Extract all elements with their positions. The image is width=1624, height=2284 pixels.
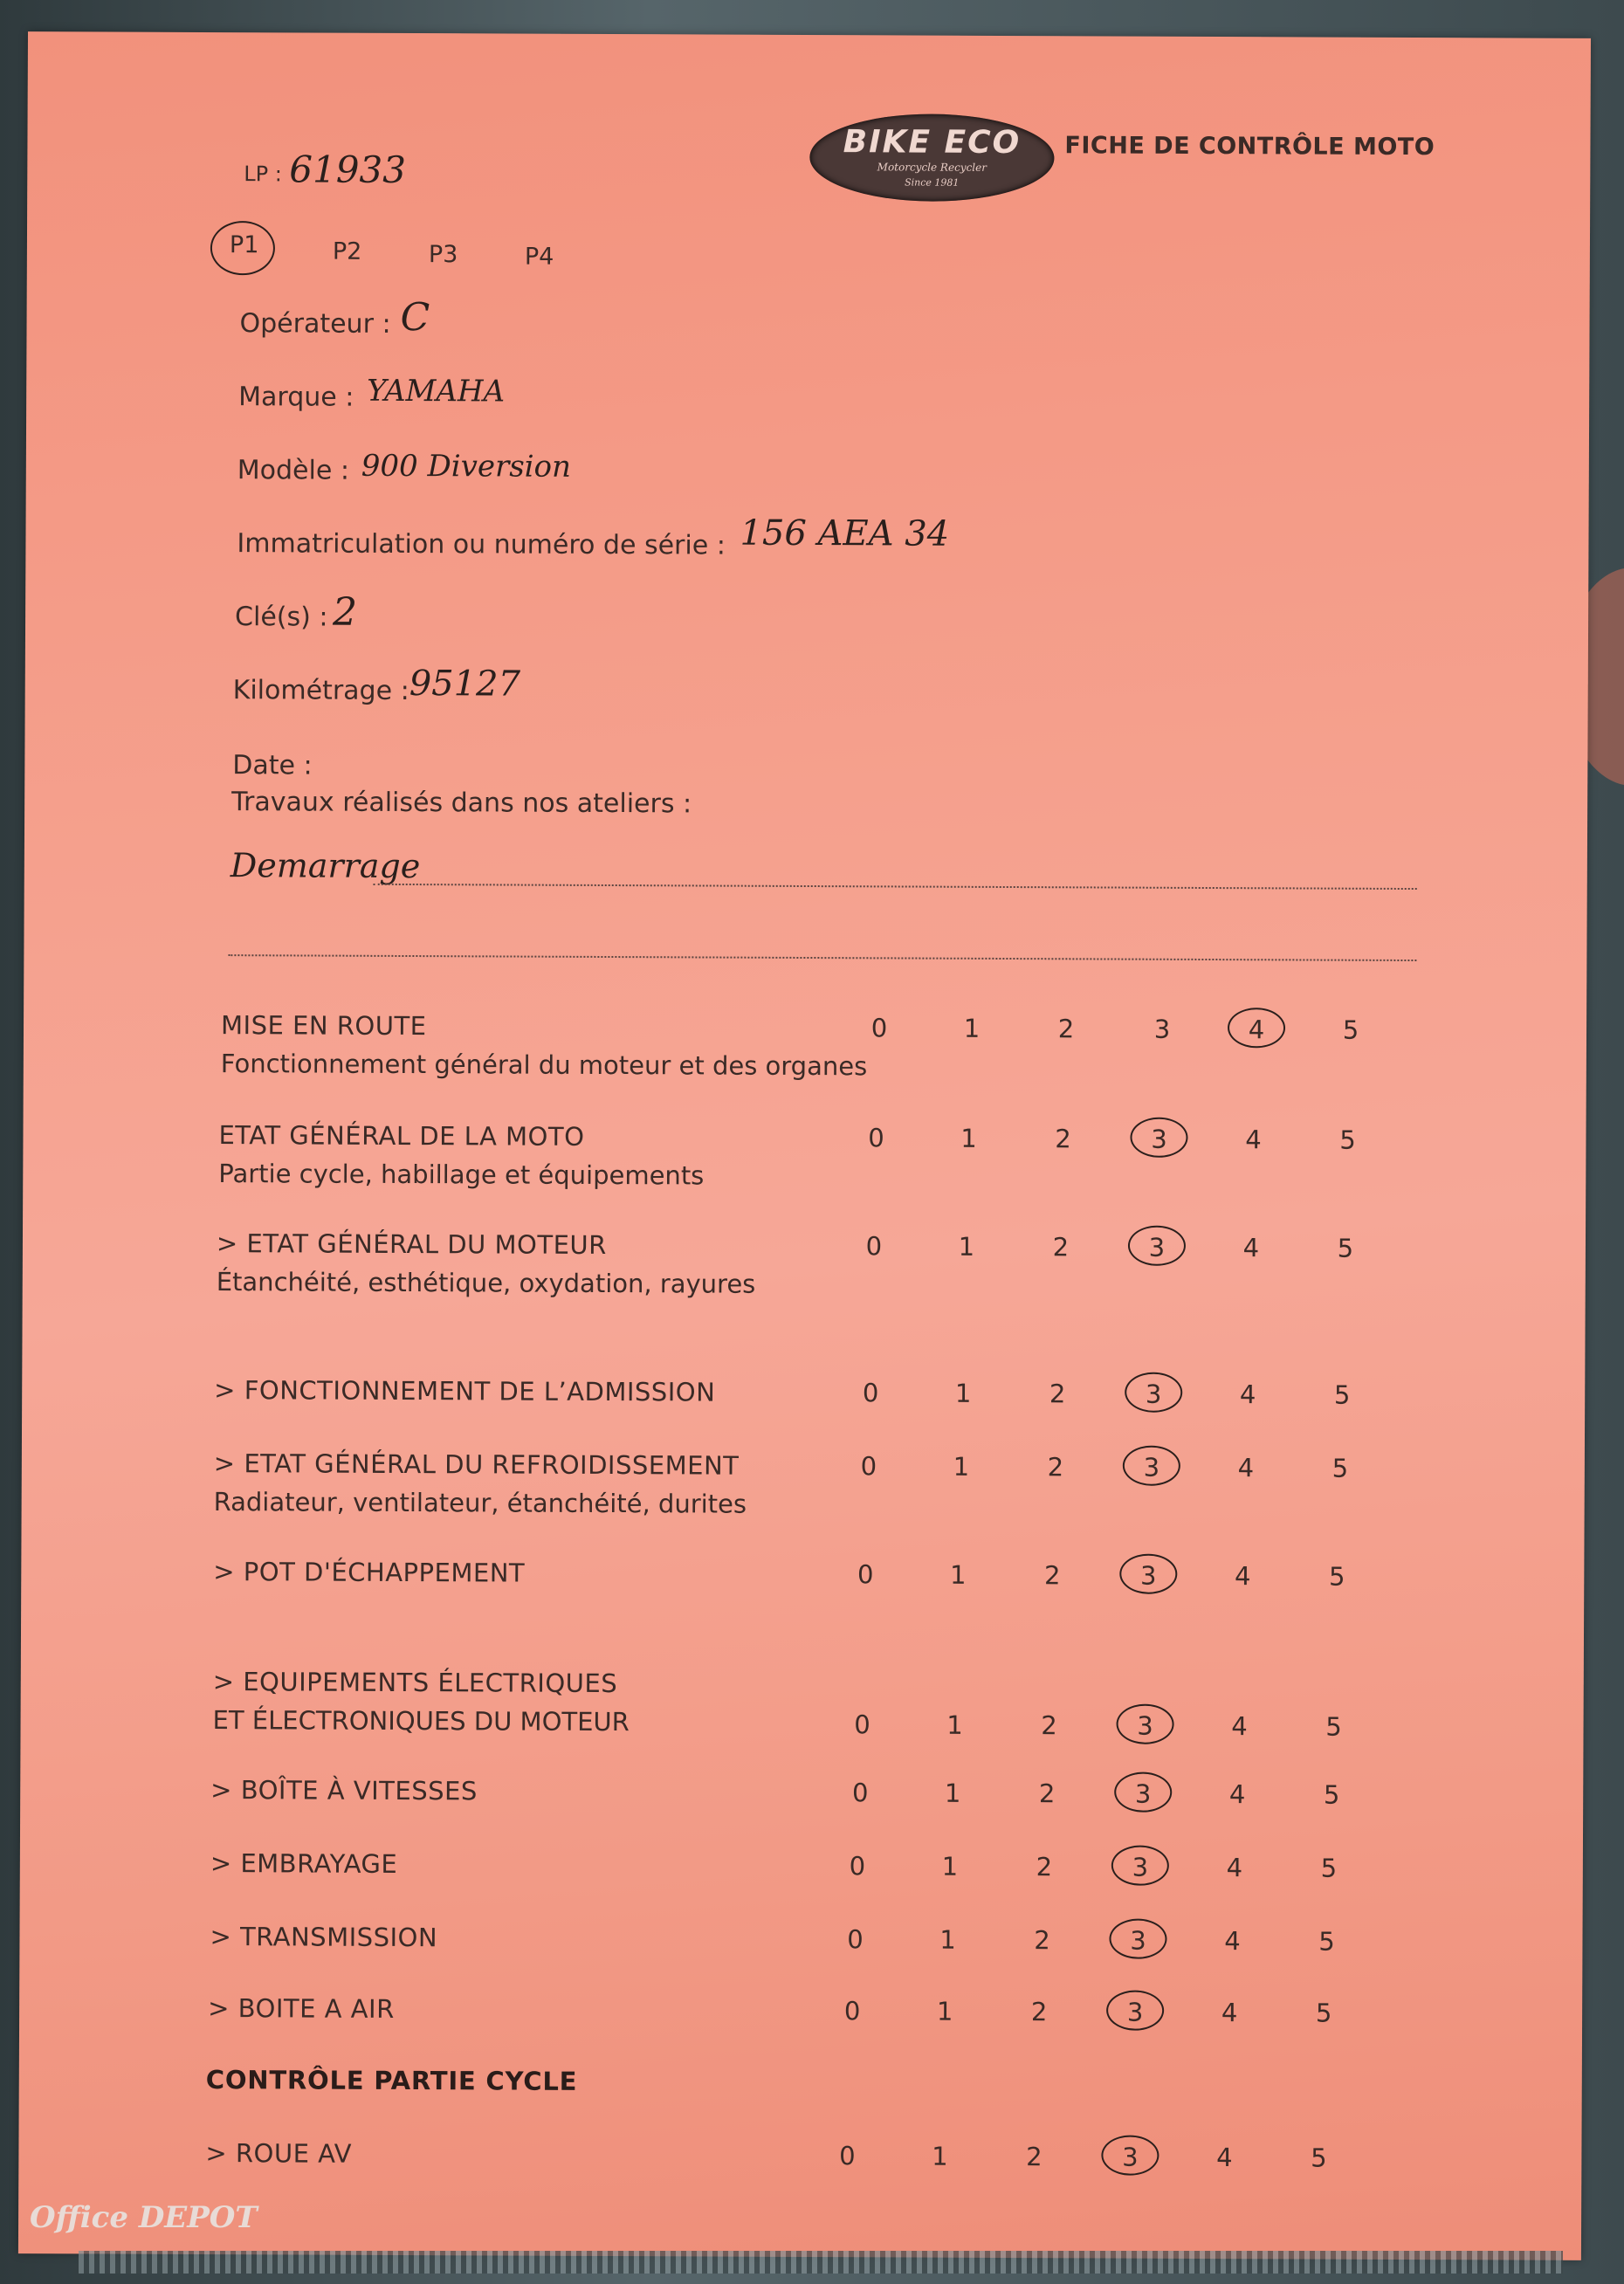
row-8-score-5[interactable]: 5 (1320, 1853, 1338, 1883)
row-3-score-5[interactable]: 5 (1333, 1379, 1351, 1410)
section-cycle-title: CONTRÔLE PARTIE CYCLE (205, 2065, 578, 2096)
cles-value[interactable]: 2 (332, 589, 358, 635)
row-6-score-4[interactable]: 4 (1231, 1711, 1248, 1742)
date-label: Date : (232, 750, 313, 781)
row-10-score-5[interactable]: 5 (1315, 1998, 1332, 2028)
row-9-score-4[interactable]: 4 (1224, 1926, 1241, 1957)
lp-label: LP : (244, 162, 282, 187)
position-p4[interactable]: P4 (524, 243, 554, 271)
row-6-label: > EQUIPEMENTS ÉLECTRIQUES (212, 1667, 618, 1699)
operateur-label: Opérateur : (239, 308, 391, 340)
row-2-score-0[interactable]: 0 (865, 1231, 883, 1262)
row-8-label: > EMBRAYAGE (210, 1848, 398, 1879)
row-7-score-5[interactable]: 5 (1323, 1779, 1340, 1810)
row-4-score-3[interactable]: 3 (1143, 1452, 1160, 1483)
row-9-label: > TRANSMISSION (210, 1922, 438, 1953)
row-1-score-1[interactable]: 1 (960, 1123, 977, 1153)
row-5-score-4[interactable]: 4 (1234, 1561, 1251, 1592)
row-3-score-1[interactable]: 1 (954, 1378, 972, 1408)
marque-value[interactable]: YAMAHA (367, 373, 506, 409)
row-4-label: > ETAT GÉNÉRAL DU REFROIDISSEMENT (213, 1448, 740, 1481)
row-8-score-0[interactable]: 0 (849, 1851, 866, 1882)
row-0-score-0[interactable]: 0 (870, 1013, 888, 1043)
modele-label: Modèle : (237, 455, 350, 486)
row-10-score-4[interactable]: 4 (1221, 1998, 1238, 2028)
row-2-selected-circle (1128, 1226, 1186, 1266)
row-0-score-3[interactable]: 3 (1153, 1014, 1171, 1044)
row-4-score-2[interactable]: 2 (1047, 1452, 1064, 1483)
row-8-score-2[interactable]: 2 (1036, 1852, 1053, 1882)
row-6-score-1[interactable]: 1 (946, 1710, 963, 1740)
row-8-score-3[interactable]: 3 (1132, 1852, 1149, 1882)
row-0-label: MISE EN ROUTE (220, 1010, 427, 1042)
row-10-score-1[interactable]: 1 (936, 1996, 953, 2026)
immat-value[interactable]: 156 AEA 34 (740, 513, 950, 554)
row-0-sublabel: Fonctionnement général du moteur et des organes (220, 1049, 868, 1082)
position-p3[interactable]: P3 (428, 241, 458, 269)
row-1-score-0[interactable]: 0 (868, 1123, 884, 1153)
row-10-score-3[interactable]: 3 (1126, 1997, 1144, 2027)
row-3-score-2[interactable]: 2 (1049, 1379, 1066, 1409)
row-5-label: > POT D'ÉCHAPPEMENT (213, 1557, 526, 1588)
row-3-selected-circle (1125, 1372, 1182, 1413)
row-2-score-1[interactable]: 1 (958, 1231, 975, 1262)
row-9-score-1[interactable]: 1 (939, 1924, 956, 1955)
row-7-score-3[interactable]: 3 (1134, 1778, 1152, 1809)
logo-subtitle: Motorcycle Recycler (877, 161, 987, 174)
row-5-score-1[interactable]: 1 (949, 1559, 967, 1590)
cycle-row-0-score-1[interactable]: 1 (932, 2141, 948, 2171)
immat-label: Immatriculation ou numéro de série : (237, 528, 726, 561)
row-4-sublabel: Radiateur, ventilateur, étanchéité, durites (213, 1487, 747, 1519)
row-4-selected-circle (1123, 1446, 1180, 1486)
cycle-row-0-label: > ROUE AV (205, 2138, 353, 2169)
row-1-label: ETAT GÉNÉRAL DE LA MOTO (218, 1120, 585, 1152)
row-0-score-1[interactable]: 1 (963, 1013, 981, 1043)
row-10-score-0[interactable]: 0 (843, 1996, 861, 2026)
row-1-score-3[interactable]: 3 (1151, 1124, 1167, 1154)
row-6-selected-circle (1116, 1704, 1173, 1744)
cycle-row-0-score-0[interactable]: 0 (839, 2141, 856, 2171)
row-7-score-4[interactable]: 4 (1228, 1779, 1246, 1810)
row-0-score-4[interactable]: 4 (1248, 1015, 1265, 1045)
row-2-score-4[interactable]: 4 (1242, 1233, 1260, 1263)
logo-since: Since 1981 (905, 176, 960, 189)
row-4-score-1[interactable]: 1 (953, 1451, 970, 1482)
operateur-value[interactable]: C (400, 294, 430, 341)
sheet-title: FICHE DE CONTRÔLE MOTO (1064, 132, 1435, 162)
row-4-score-4[interactable]: 4 (1237, 1453, 1255, 1483)
cles-label: Clé(s) : (235, 602, 328, 633)
cycle-row-0-score-5[interactable]: 5 (1311, 2143, 1327, 2173)
row-7-score-1[interactable]: 1 (944, 1778, 961, 1808)
row-6-score-2[interactable]: 2 (1041, 1710, 1057, 1741)
sleeve-bottom-strip (79, 2251, 1563, 2274)
row-3-score-3[interactable]: 3 (1145, 1379, 1162, 1409)
row-8-score-4[interactable]: 4 (1226, 1853, 1243, 1883)
row-10-label: > BOITE A AIR (208, 1993, 395, 2024)
row-5-score-5[interactable]: 5 (1328, 1561, 1345, 1592)
row-2-score-2[interactable]: 2 (1052, 1232, 1070, 1262)
lp-value[interactable]: 61933 (289, 148, 407, 191)
km-value[interactable]: 95127 (409, 664, 521, 705)
office-depot-logo: Office DEPOT (30, 2200, 258, 2235)
travaux-line-2 (228, 954, 1416, 961)
row-7-score-2[interactable]: 2 (1038, 1778, 1056, 1809)
row-7-score-0[interactable]: 0 (851, 1778, 869, 1808)
row-8-score-1[interactable]: 1 (941, 1851, 959, 1882)
row-2-label: > ETAT GÉNÉRAL DU MOTEUR (216, 1228, 607, 1260)
row-0-score-2[interactable]: 2 (1057, 1014, 1075, 1044)
row-1-score-4[interactable]: 4 (1245, 1125, 1262, 1155)
row-0-score-5[interactable]: 5 (1342, 1015, 1359, 1045)
row-4-score-5[interactable]: 5 (1332, 1453, 1349, 1483)
row-5-score-2[interactable]: 2 (1043, 1560, 1061, 1591)
row-6-sublabel: ET ÉLECTRONIQUES DU MOTEUR (212, 1705, 630, 1737)
row-8-selected-circle (1111, 1846, 1169, 1886)
row-0-selected-circle (1228, 1008, 1285, 1048)
row-2-score-5[interactable]: 5 (1337, 1233, 1354, 1263)
row-5-score-0[interactable]: 0 (857, 1559, 874, 1590)
cycle-row-0-selected-circle (1101, 2135, 1159, 2175)
row-2-score-3[interactable]: 3 (1148, 1232, 1166, 1262)
travaux-label: Travaux réalisés dans nos ateliers : (231, 787, 692, 820)
row-6-score-5[interactable]: 5 (1325, 1711, 1342, 1742)
row-9-selected-circle (1109, 1919, 1166, 1959)
row-9-score-3[interactable]: 3 (1130, 1925, 1146, 1956)
row-5-selected-circle (1119, 1554, 1177, 1594)
row-3-score-4[interactable]: 4 (1239, 1379, 1256, 1410)
bike-eco-logo (809, 114, 1054, 202)
km-label: Kilométrage : (232, 675, 409, 707)
row-10-score-2[interactable]: 2 (1030, 1997, 1048, 2027)
logo-text: BIKE ECO (843, 124, 1022, 162)
row-9-score-0[interactable]: 0 (847, 1924, 864, 1955)
cycle-row-0-score-4[interactable]: 4 (1216, 2143, 1233, 2173)
travaux-value[interactable]: Demarrage (230, 846, 421, 886)
row-7-selected-circle (1114, 1772, 1172, 1813)
row-6-score-0[interactable]: 0 (854, 1710, 870, 1740)
row-1-sublabel: Partie cycle, habillage et équipements (218, 1159, 705, 1191)
row-7-label: > BOÎTE À VITESSES (210, 1775, 478, 1806)
row-9-score-2[interactable]: 2 (1034, 1925, 1050, 1956)
position-p1[interactable]: P1 (229, 231, 259, 259)
position-p2[interactable]: P2 (332, 237, 362, 265)
travaux-line-1 (374, 884, 1417, 890)
row-6-score-3[interactable]: 3 (1137, 1710, 1153, 1741)
row-3-score-0[interactable]: 0 (862, 1378, 879, 1408)
row-3-label: > FONCTIONNEMENT DE L’ADMISSION (214, 1375, 716, 1407)
modele-value[interactable]: 900 Diversion (361, 448, 572, 485)
row-4-score-0[interactable]: 0 (860, 1451, 877, 1482)
cycle-row-0-score-2[interactable]: 2 (1026, 2142, 1043, 2172)
row-10-selected-circle (1106, 1991, 1164, 2031)
row-1-selected-circle (1130, 1118, 1187, 1158)
marque-label: Marque : (238, 382, 354, 413)
row-2-sublabel: Étanchéité, esthétique, oxydation, rayures (216, 1267, 756, 1299)
inspection-sheet (18, 31, 1591, 2260)
row-5-score-3[interactable]: 3 (1139, 1560, 1157, 1591)
row-1-score-5[interactable]: 5 (1339, 1125, 1356, 1155)
row-9-score-5[interactable]: 5 (1318, 1926, 1335, 1957)
cycle-row-0-score-3[interactable]: 3 (1122, 2142, 1139, 2172)
row-1-score-2[interactable]: 2 (1055, 1124, 1071, 1154)
